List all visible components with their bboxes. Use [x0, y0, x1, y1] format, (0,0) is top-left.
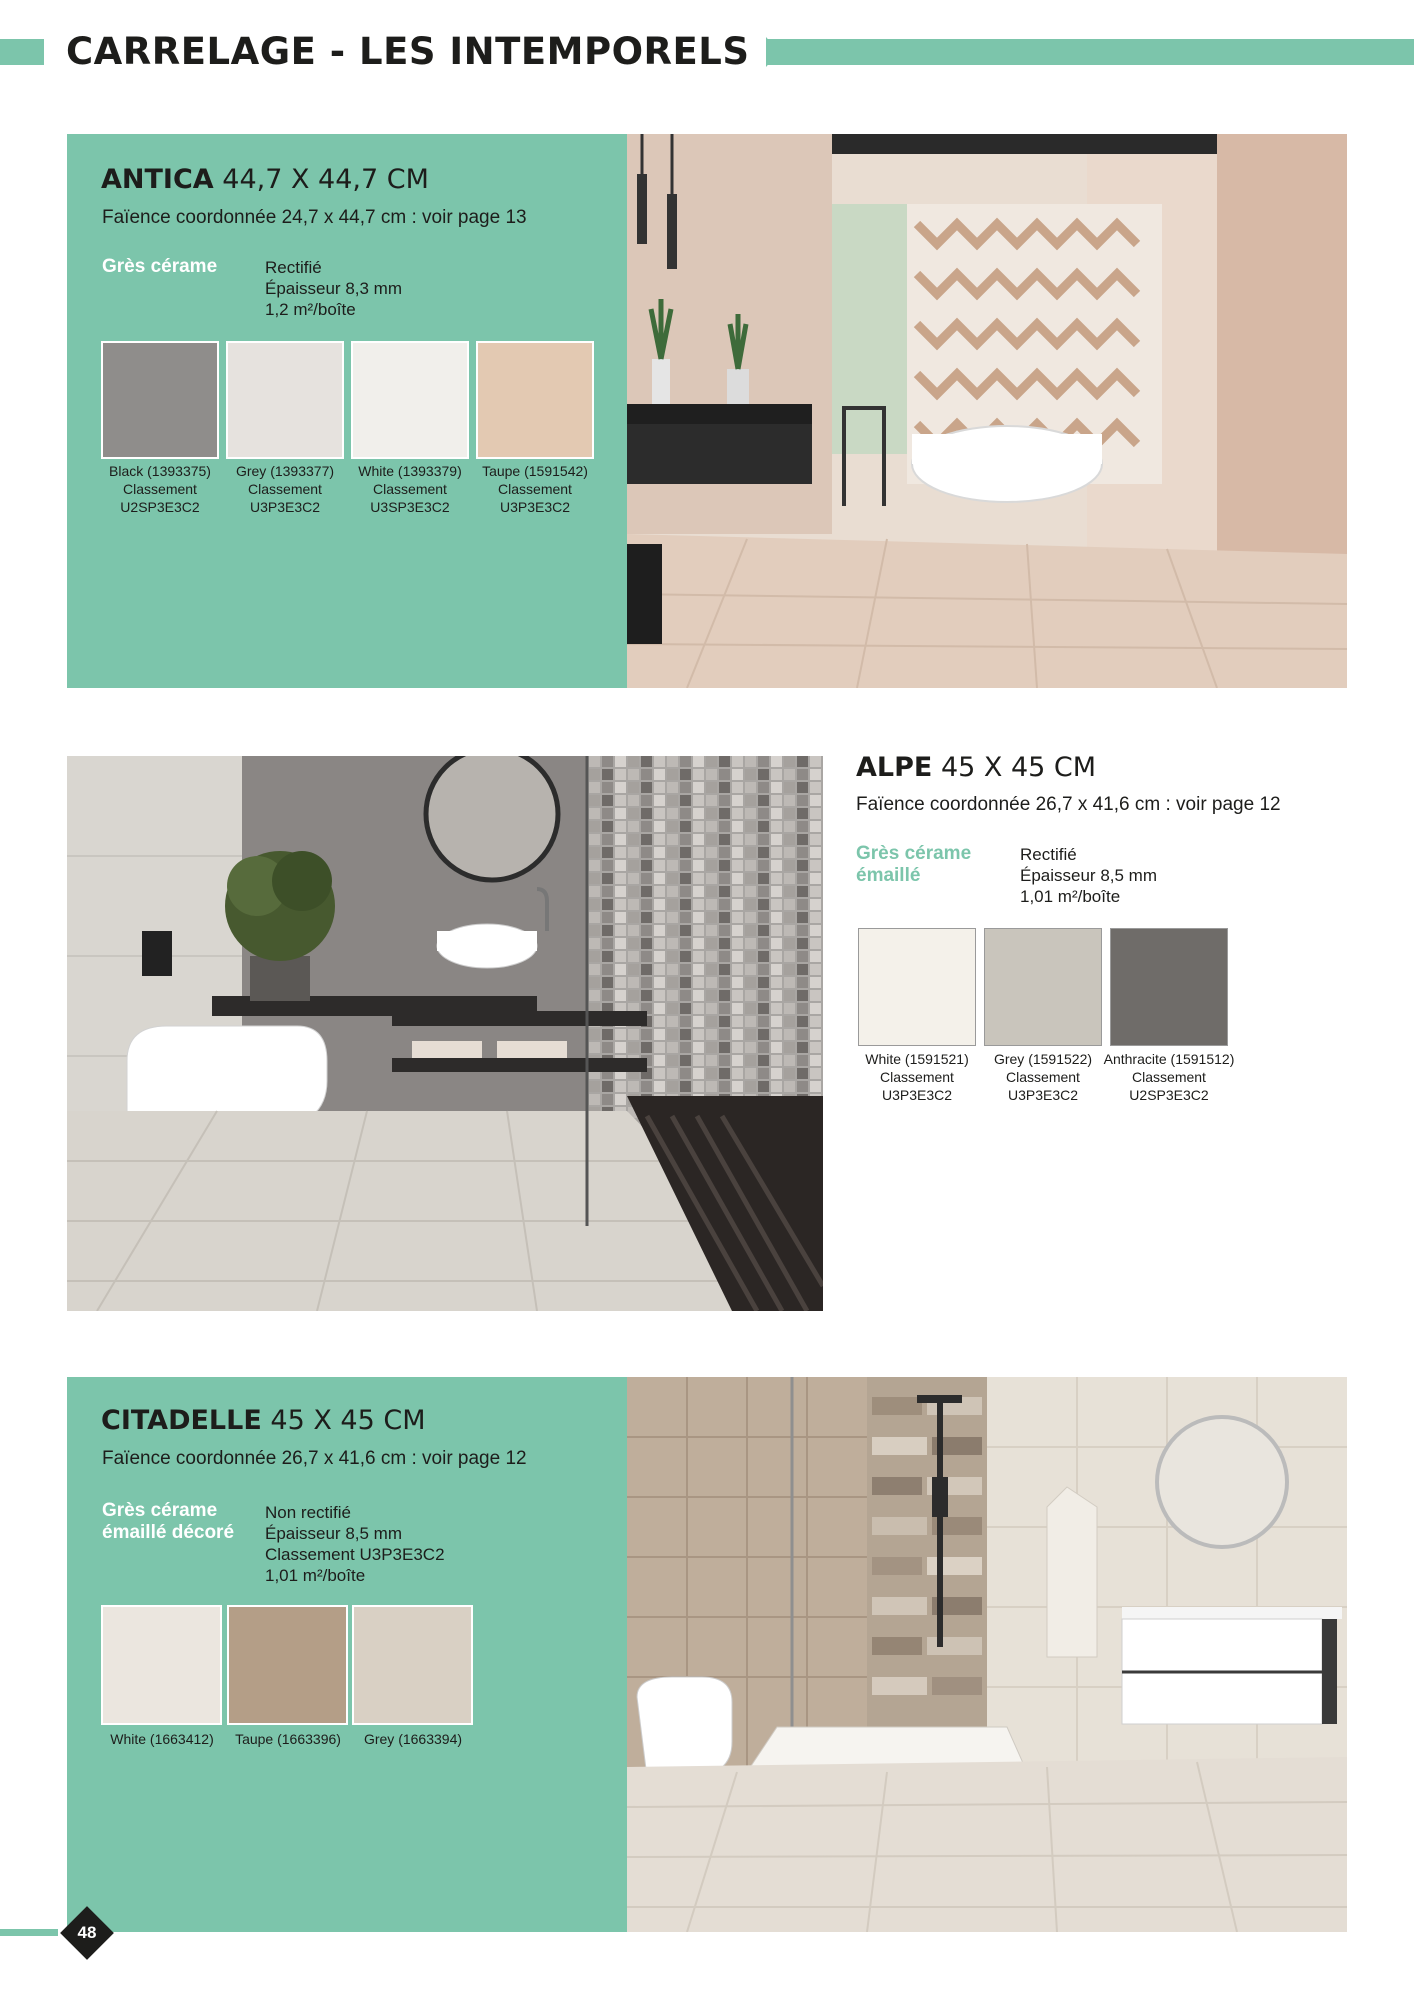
- citadelle-spec: 1,01 m²/boîte: [265, 1566, 366, 1585]
- alpe-spec: Rectifié: [1020, 845, 1077, 864]
- swatch-ref: Taupe (1663396): [235, 1731, 341, 1747]
- swatch-class-label: Classement: [248, 481, 322, 497]
- citadelle-swatch-label: [343, 1730, 483, 1748]
- swatch-class-code: U3P3E3C2: [1007, 1087, 1079, 1103]
- antica-swatch-label: [90, 462, 230, 516]
- header-chevron-right-icon: [766, 37, 779, 67]
- antica-swatch-label: [215, 462, 355, 516]
- citadelle-swatch-label: [218, 1730, 358, 1748]
- antica-swatch-black: [101, 341, 219, 459]
- alpe-size: 45 X 45 CM: [940, 752, 1097, 783]
- swatch-ref: Anthracite (1591512): [1103, 1051, 1235, 1067]
- page-title: CARRELAGE - LES INTEMPORELS: [66, 29, 750, 73]
- citadelle-swatch-taupe: [227, 1605, 348, 1725]
- swatch-class-label: Classement: [1006, 1069, 1080, 1085]
- antica-swatch-white: [351, 341, 469, 459]
- antica-spec: Épaisseur 8,3 mm: [265, 279, 402, 298]
- antica-faience: Faïence coordonnée 24,7 x 44,7 cm : voir page 13: [102, 207, 527, 228]
- alpe-swatch-label: [973, 1050, 1113, 1104]
- antica-swatch-label: [465, 462, 605, 516]
- page-number-bar: [0, 1929, 58, 1936]
- swatch-class-label: Classement: [498, 481, 572, 497]
- antica-spec: Rectifié: [265, 258, 322, 277]
- alpe-spec: Épaisseur 8,5 mm: [1020, 866, 1157, 885]
- swatch-class-code: U3P3E3C2: [249, 499, 321, 515]
- antica-swatch-label: [340, 462, 480, 516]
- swatch-class-label: Classement: [880, 1069, 954, 1085]
- swatch-class-code: U3SP3E3C2: [370, 499, 450, 515]
- citadelle-spec: Non rectifié: [265, 1503, 351, 1522]
- citadelle-swatch-label: [92, 1730, 232, 1748]
- citadelle-spec: Classement U3P3E3C2: [265, 1545, 445, 1564]
- alpe-title: [856, 752, 1096, 783]
- citadelle-specs: [265, 1502, 445, 1586]
- swatch-class-code: U2SP3E3C2: [1129, 1087, 1209, 1103]
- alpe-material: Grès cérame émaillé: [856, 843, 972, 886]
- alpe-name: ALPE: [856, 752, 933, 783]
- swatch-class-label: Classement: [1132, 1069, 1206, 1085]
- citadelle-swatch-grey: [352, 1605, 473, 1725]
- alpe-faience: Faïence coordonnée 26,7 x 41,6 cm : voir page 12: [856, 794, 1281, 815]
- swatch-ref: White (1393379): [358, 463, 462, 479]
- header-title-box: [44, 26, 766, 76]
- antica-swatch-grey: [226, 341, 344, 459]
- antica-swatch-taupe: [476, 341, 594, 459]
- swatch-class-label: Classement: [373, 481, 447, 497]
- alpe-swatch-grey: [984, 928, 1102, 1046]
- antica-name: ANTICA: [101, 164, 214, 195]
- alpe-spec: 1,01 m²/boîte: [1020, 887, 1121, 906]
- citadelle-material: Grès cérame émaillé décoré: [102, 1500, 235, 1543]
- antica-title: [101, 164, 429, 195]
- antica-material: Grès cérame: [102, 256, 218, 277]
- page-number: 48: [77, 1923, 97, 1942]
- swatch-class-code: U3P3E3C2: [499, 499, 571, 515]
- swatch-ref: Grey (1393377): [235, 463, 335, 479]
- swatch-ref: Grey (1591522): [993, 1051, 1093, 1067]
- antica-specs: [265, 257, 402, 320]
- swatch-ref: Black (1393375): [109, 463, 211, 479]
- alpe-swatch-anthracite: [1110, 928, 1228, 1046]
- citadelle-spec: Épaisseur 8,5 mm: [265, 1524, 402, 1543]
- alpe-swatch-label: [847, 1050, 987, 1104]
- swatch-class-label: Classement: [123, 481, 197, 497]
- swatch-ref: Grey (1663394): [363, 1731, 463, 1747]
- alpe-swatch-white: [858, 928, 976, 1046]
- swatch-class-code: U3P3E3C2: [881, 1087, 953, 1103]
- citadelle-faience: Faïence coordonnée 26,7 x 41,6 cm : voir page 12: [102, 1448, 527, 1469]
- citadelle-bathroom-photo: [627, 1377, 1347, 1932]
- antica-size: 44,7 X 44,7 CM: [222, 164, 429, 195]
- alpe-swatch-label: [1099, 1050, 1239, 1104]
- citadelle-name: CITADELLE: [101, 1405, 262, 1436]
- alpe-specs: [1020, 844, 1157, 907]
- citadelle-title: [101, 1405, 426, 1436]
- swatch-ref: Taupe (1591542): [482, 463, 588, 479]
- swatch-ref: White (1663412): [110, 1731, 214, 1747]
- alpe-bathroom-photo: [67, 756, 823, 1311]
- antica-spec: 1,2 m²/boîte: [265, 300, 356, 319]
- citadelle-size: 45 X 45 CM: [270, 1405, 426, 1436]
- swatch-class-code: U2SP3E3C2: [120, 499, 200, 515]
- swatch-ref: White (1591521): [865, 1051, 969, 1067]
- citadelle-swatch-white: [101, 1605, 222, 1725]
- antica-bathroom-photo: [627, 134, 1347, 688]
